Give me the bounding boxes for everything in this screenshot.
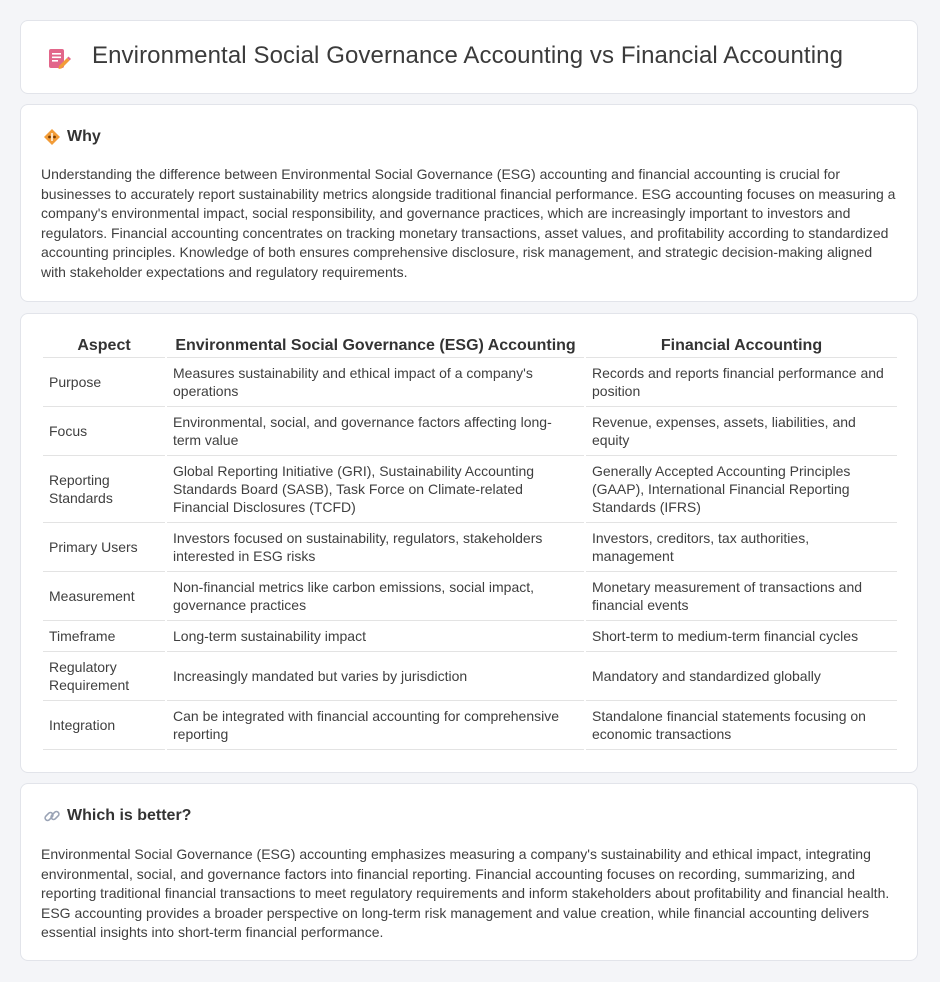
table-row (43, 358, 897, 407)
title-card (20, 20, 918, 94)
header-financial: Financial Accounting (586, 334, 897, 358)
which-header (43, 806, 191, 826)
row-aspect: Purpose (43, 358, 165, 407)
diamond-info-icon (43, 128, 61, 146)
document-pencil-icon (45, 46, 71, 72)
header-aspect: Aspect (43, 334, 165, 358)
link-icon (43, 807, 61, 825)
row-esg: Non-financial metrics like carbon emissions, social impact, governance practices (167, 572, 584, 621)
why-text: Understanding the difference between Environmental Social Governance (ESG) accounting and financial accounting is crucial for businesses to accurately report sustainability metrics alongside traditional financial performance. ESG accounting focuses on measuring a company's environmental impact, social responsibility, and governance practices, which are increasingly important to investors and regulators. Financial accounting concentrates on tracking monetary transactions, asset values, and profitability according to standardized accounting principles. Knowledge of both ensures comprehensive disclosure, risk management, and strategic decision-making aligned with stakeholder expectations and regulatory requirements. (41, 166, 896, 280)
table-row (43, 456, 897, 523)
row-esg: Long-term sustainability impact (167, 621, 584, 652)
why-header (43, 127, 101, 147)
row-aspect: Timeframe (43, 621, 165, 652)
which-heading: Which is better? (67, 807, 192, 824)
row-financial: Investors, creditors, tax authorities, management (586, 523, 897, 572)
row-aspect: Integration (43, 701, 165, 750)
row-financial: Revenue, expenses, assets, liabilities, and equity (586, 407, 897, 456)
why-heading: Why (67, 128, 101, 145)
row-esg: Increasingly mandated but varies by jurisdiction (167, 652, 584, 701)
table-header-row (43, 334, 897, 358)
row-financial: Short-term to medium-term financial cycles (586, 621, 897, 652)
row-aspect: Regulatory Requirement (43, 652, 165, 701)
table-row (43, 621, 897, 652)
table-row (43, 572, 897, 621)
row-esg: Global Reporting Initiative (GRI), Sustainability Accounting Standards Board (SASB), Task Force on Climate-related Financial Disclosures (TCFD) (167, 456, 584, 523)
row-financial: Generally Accepted Accounting Principles (GAAP), International Financial Reporting Standards (IFRS) (586, 456, 897, 523)
row-aspect: Focus (43, 407, 165, 456)
row-esg: Environmental, social, and governance factors affecting long-term value (167, 407, 584, 456)
header-esg: Environmental Social Governance (ESG) Accounting (167, 334, 584, 358)
row-aspect: Primary Users (43, 523, 165, 572)
table-row (43, 407, 897, 456)
row-esg: Can be integrated with financial accounting for comprehensive reporting (167, 701, 584, 750)
row-financial: Standalone financial statements focusing on economic transactions (586, 701, 897, 750)
why-section (20, 104, 918, 302)
row-aspect: Reporting Standards (43, 456, 165, 523)
which-text: Environmental Social Governance (ESG) accounting emphasizes measuring a company's sustainability and ethical impact, integrating environmental, social, and governance factors into financial reporting. Financial accounting focuses on recording, summarizing, and reporting traditional financial transactions to meet regulatory requirements and inform stakeholders about profitability and financial health. ESG accounting provides a broader perspective on long-term risk management and value creation, while financial accounting delivers essential insights into short-term financial performance. (41, 846, 890, 940)
table-row (43, 652, 897, 701)
row-financial: Records and reports financial performance and position (586, 358, 897, 407)
row-financial: Mandatory and standardized globally (586, 652, 897, 701)
table-row (43, 701, 897, 750)
row-esg: Investors focused on sustainability, regulators, stakeholders interested in ESG risks (167, 523, 584, 572)
row-financial: Monetary measurement of transactions and financial events (586, 572, 897, 621)
row-esg: Measures sustainability and ethical impact of a company's operations (167, 358, 584, 407)
page-title: Environmental Social Governance Accounting vs Financial Accounting (92, 42, 844, 69)
which-section (20, 783, 918, 961)
comparison-table (41, 334, 899, 750)
comparison-table-card (20, 313, 918, 773)
row-aspect: Measurement (43, 572, 165, 621)
table-row (43, 523, 897, 572)
